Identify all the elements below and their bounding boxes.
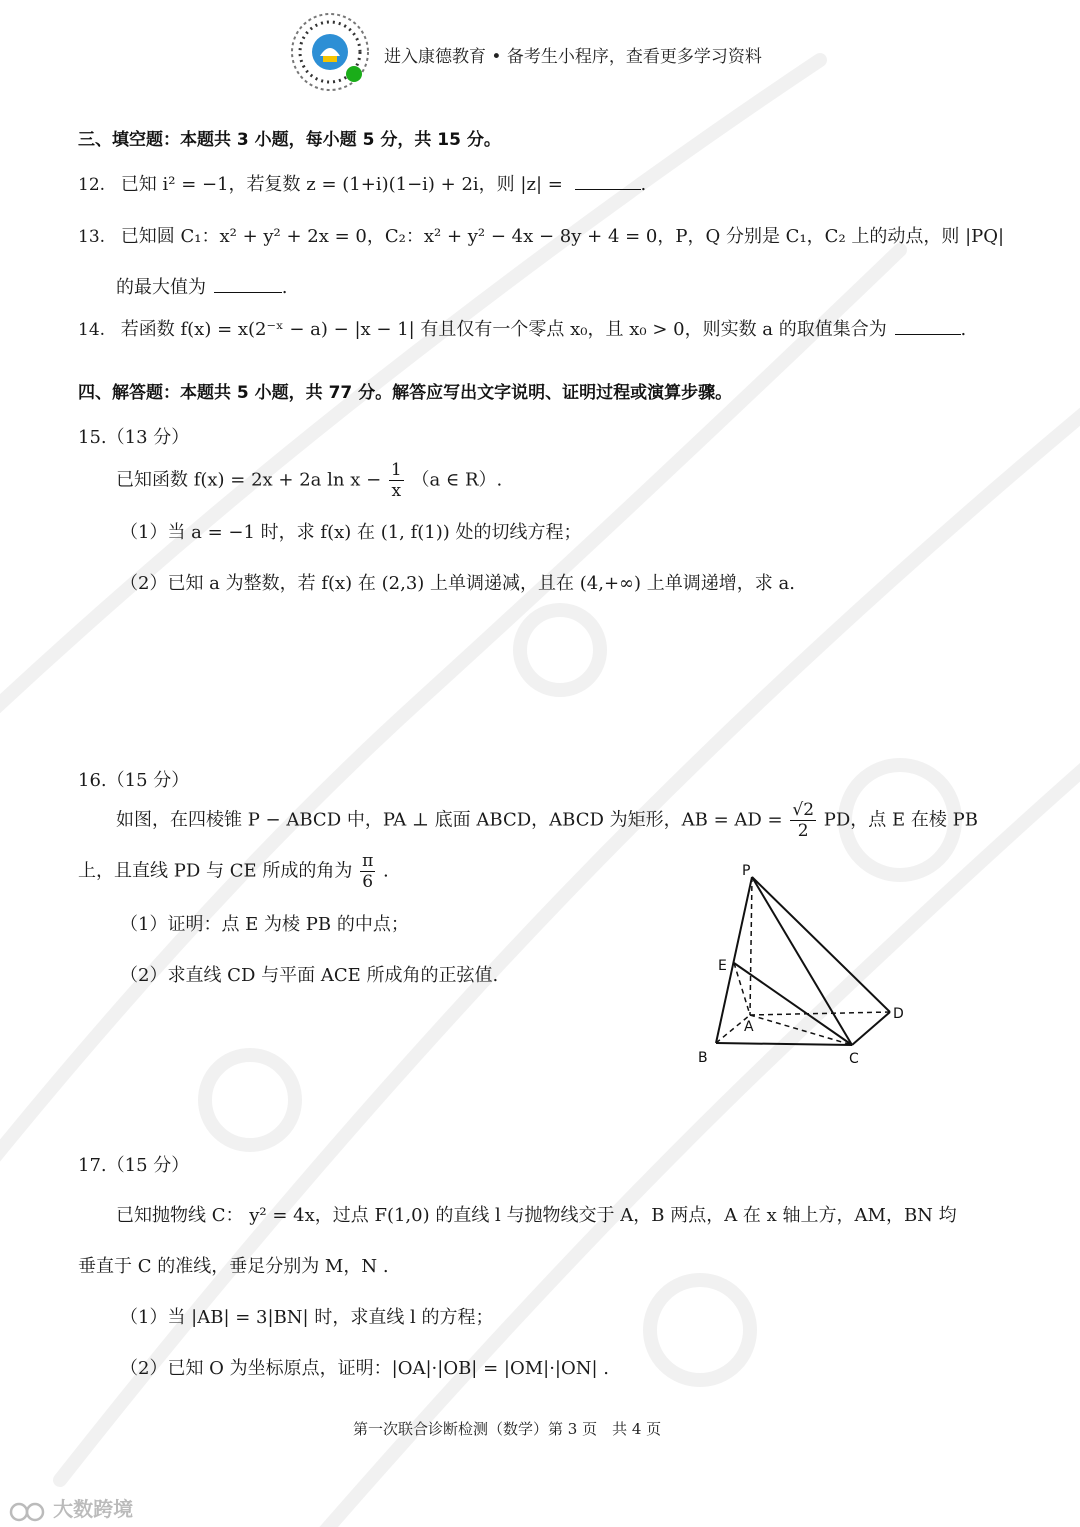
fraction: $\frac{\pi}{6}$ (362, 851, 374, 892)
label-e: E (718, 958, 727, 974)
question-17-head: 17.（15 分） (78, 1155, 190, 1176)
pyramid-figure (690, 855, 920, 1075)
label-p: P (742, 863, 751, 879)
fraction: $\frac{√2}{2}$ (792, 800, 815, 841)
answer-blank[interactable] (214, 278, 282, 293)
question-13-line2: 的最大值为 . (116, 277, 288, 298)
question-text: 的最大值为 (116, 277, 206, 298)
qr-code-icon[interactable] (290, 12, 370, 92)
question-15-part2: （2）已知 a 为整数，若 f(x) 在 (2,3) 上单调递减，且在 (4,+∞) 上单调递增，求 a. (120, 573, 795, 594)
question-text: 若函数 f(x) = x(2⁻ˣ − a) − |x − 1| 有且仅有一个零点 x₀，且 x₀ > 0，则实数 a 的取值集合为 (120, 319, 887, 340)
question-14: 14. 若函数 f(x) = x(2⁻ˣ − a) − |x − 1| 有且仅有一个零点 x₀，且 x₀ > 0，则实数 a 的取值集合为 . (78, 319, 967, 340)
question-16-part1: （1）证明：点 E 为棱 PB 的中点； (120, 914, 409, 935)
question-17-line1: 已知抛物线 C： y² = 4x，过点 F(1,0) 的直线 l 与抛物线交于 A，B 两点，A 在 x 轴上方，AM，BN 均 (116, 1205, 957, 1226)
question-17-line2: 垂直于 C 的准线，垂足分别为 M，N . (78, 1256, 389, 1277)
stem-text: （a ∈ R）. (411, 469, 503, 491)
question-16-part2: （2）求直线 CD 与平面 ACE 所成角的正弦值. (120, 965, 499, 986)
question-12: 12. 已知 i² = −1，若复数 z = (1+i)(1−i) + 2i，则 |z| = . (78, 174, 647, 195)
question-text: 已知圆 C₁：x² + y² + 2x = 0，C₂：x² + y² − 4x − 8y + 4 = 0，P，Q 分别是 C₁，C₂ 上的动点，则 |PQ| (120, 226, 1005, 247)
stem-text: 如图，在四棱锥 P − ABCD 中，PA ⊥ 底面 ABCD，ABCD 为矩形，AB = AD = (116, 809, 783, 831)
label-a: A (744, 1019, 754, 1035)
label-c: C (849, 1051, 859, 1067)
question-13 (78, 225, 1004, 249)
label-b: B (698, 1050, 708, 1066)
label-d: D (893, 1006, 904, 1022)
fraction: $\frac{1}{x}$ (390, 460, 402, 501)
question-15-head: 15.（13 分） (78, 427, 190, 448)
logo-text: 大数跨境 (53, 1497, 134, 1521)
question-17-part2: （2）已知 O 为坐标原点，证明：|OA|·|OB| = |OM|·|ON| . (120, 1358, 610, 1379)
question-16-line2: 上，且直线 PD 与 CE 所成的角为 $\frac{\pi}{6}$ . (78, 851, 389, 892)
section-title-solutions: 四、解答题：本题共 5 小题，共 77 分。解答应写出文字说明、证明过程或演算步骤。 (78, 383, 733, 403)
banner-text: 进入康德教育 • 备考生小程序，查看更多学习资料 (384, 47, 762, 67)
question-text: 已知 i² = −1，若复数 z = (1+i)(1−i) + 2i，则 |z| = (120, 174, 563, 195)
question-16-stem (116, 800, 978, 841)
corner-logo (8, 1493, 133, 1523)
answer-blank[interactable] (895, 320, 961, 335)
question-number: 12. (78, 175, 106, 195)
question-number: 14. (78, 320, 106, 340)
page-footer: 第一次联合诊断检测（数学）第 3 页 共 4 页 (353, 1420, 662, 1438)
question-16-head: 16.（15 分） (78, 770, 190, 791)
section-title-fill-in: 三、填空题：本题共 3 小题，每小题 5 分，共 15 分。 (78, 130, 501, 150)
logo-icon (8, 1501, 48, 1523)
stem-text: 上，且直线 PD 与 CE 所成的角为 (78, 860, 353, 882)
question-number: 13. (78, 227, 106, 247)
answer-blank[interactable] (575, 175, 641, 190)
question-15-stem (116, 460, 502, 501)
stem-text: 已知函数 f(x) = 2x + 2a ln x − (116, 469, 382, 491)
question-17-part1: （1）当 |AB| = 3|BN| 时，求直线 l 的方程； (120, 1307, 494, 1328)
question-15-part1: （1）当 a = −1 时，求 f(x) 在 (1, f(1)) 处的切线方程； (120, 522, 582, 543)
stem-text: PD，点 E 在棱 PB (823, 809, 978, 831)
